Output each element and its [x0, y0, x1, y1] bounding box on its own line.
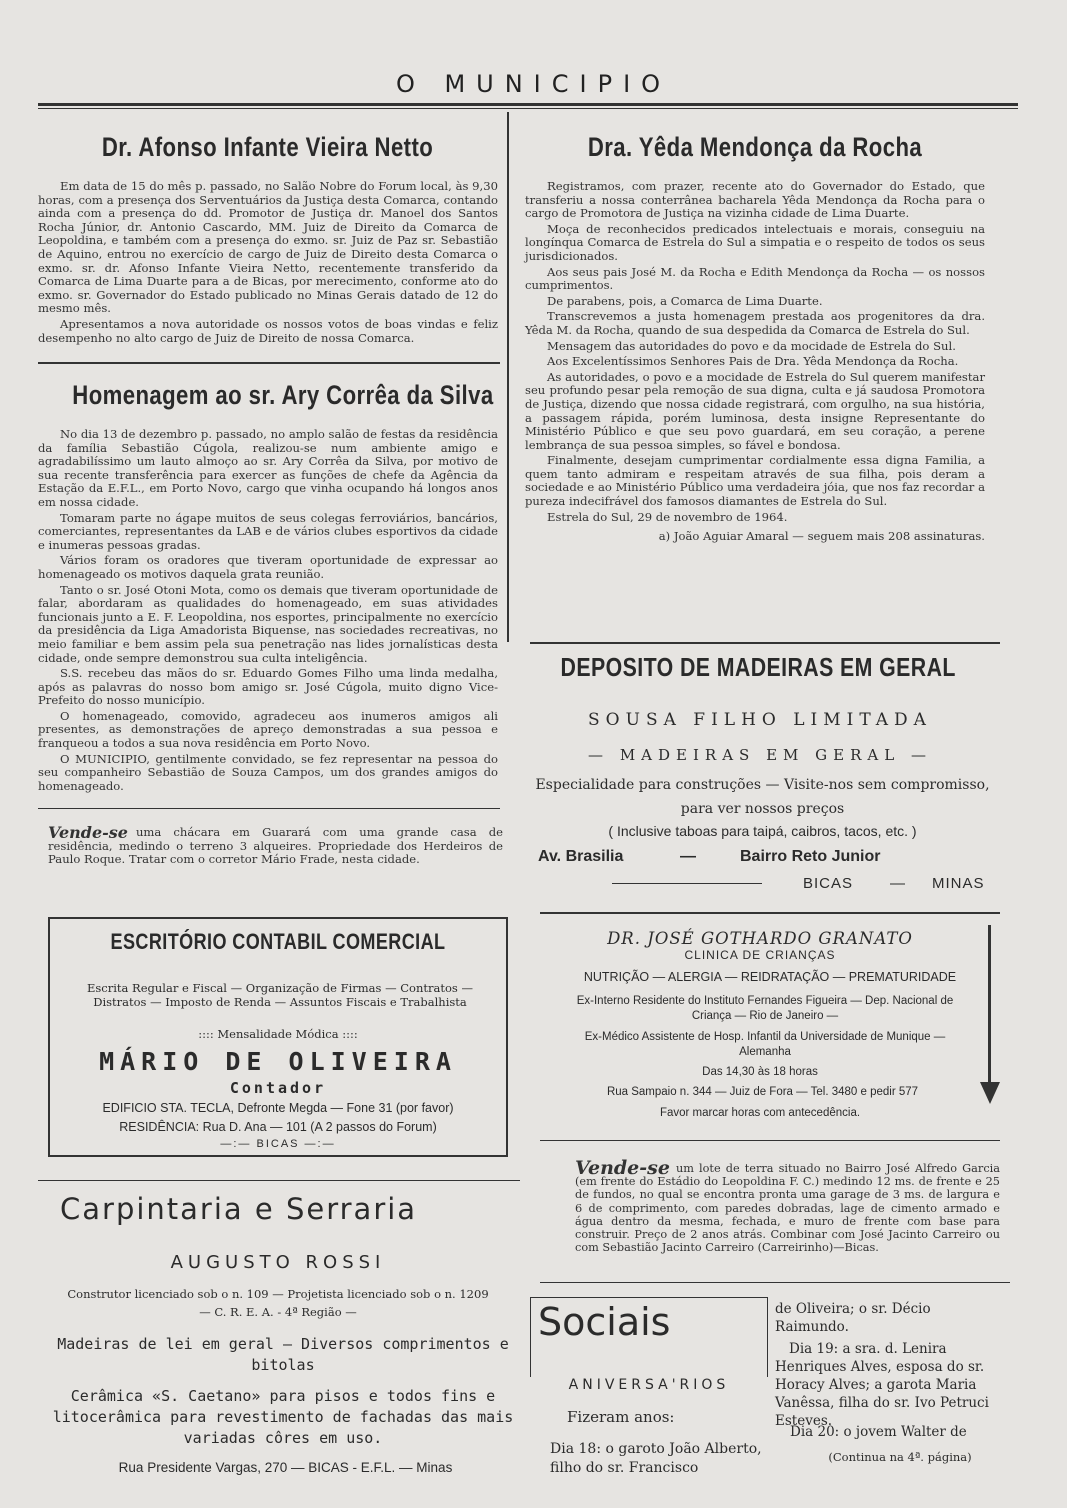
sociais-subtitle: ANIVERSA'RIOS: [568, 1377, 730, 1393]
section-rule: [38, 1180, 520, 1181]
carpintaria-name: AUGUSTO ROSSI: [170, 1252, 386, 1273]
sociais-p3: Dia 19: a sra. d. Lenira Henriques Alves, esposa do sr. Horacy Alves; a garota Maria Vanêssa, filha do sr. Ivo Petruci Esteves.: [775, 1341, 989, 1429]
madeiras-city: BICAS: [803, 875, 854, 892]
sociais-p1: Dia 18: o garoto João Alberto, filho do sr. Francisco: [550, 1441, 762, 1476]
madeiras-underline: [612, 883, 762, 884]
paragraph: As autoridades, o povo e a mocidade de Estrela do Sul querem manifestar seu profundo pesar pela remoção de sua digna, culta e já saudosa Promotora de Justiça, dizendo que nossa cidade registrará, com orgulho, na sua história, a passagem rápida, porém luminosa, desta insigne Representante do Ministério Público e que seu povo guardará, em seu coração, a perene lembrança de sua pessoa simples, so fável e bondosa.: [525, 369, 985, 452]
carpintaria-line1: Construtor licenciado sob o n. 109 — Projetista licenciado sob o n. 1209: [67, 1287, 489, 1301]
classified-lead: Vende-se: [48, 823, 128, 842]
carpintaria-line3: Madeiras de lei em geral — Diversos comprimentos e bitolas: [57, 1335, 509, 1374]
madeiras-line1: Especialidade para construções — Visite-nos sem compromisso, para ver nossos preços: [535, 777, 990, 817]
carpintaria-title: Carpintaria e Serraria: [60, 1192, 418, 1226]
paragraph: Aos seus pais José M. da Rocha e Edith Mendonça da Rocha — os nossos cumprimentos.: [525, 264, 985, 293]
madeiras-line2: ( Inclusive taboas para taipá, caibros, tacos, etc. ): [608, 823, 917, 839]
paragraph: Registramos, com prazer, recente ato do Governador do Estado, que transferiu a nossa conterrânea bacharela Yêda Mendonça da Rocha para o cargo de Promotora de Justiça na vizinha cidade de Lima Duarte.: [525, 179, 985, 221]
granato-specialties: NUTRIÇÃO — ALERGIA — REIDRATAÇÃO — PREMATURIDADE: [583, 970, 957, 984]
granato-note: Favor marcar horas com antecedência.: [659, 1107, 861, 1119]
madeiras-state: MINAS: [932, 875, 985, 892]
paragraph: Tanto o sr. José Otoni Mota, como os demais que tiveram oportunidade de falar, abordaram as qualidades do homenageado, em suas atividades funcionais junto a E. F. Leopoldina, nos esportes, principalmente no exercício da presidência da Liga Amadorista Biquense, nas sociedades recreativas, no meio familiar e bem assim pela sua penetração nas lides jornalísticas desta cidade, onde sempre demonstrou sua culta inteligência.: [38, 582, 498, 665]
sociais-lead: Fizeram anos:: [567, 1408, 675, 1426]
section-rule: [38, 808, 500, 809]
classified-chacara: [48, 823, 503, 869]
classified-body: um lote de terra situado no Bairro José Alfredo Garcia (em frente do Estádio do Leopoldina F. C.) medindo 12 ms. de frente e 25 de fundos, no qual se encontra pronta uma garage de 3 ms. de largura e 6 de comprimento, com paredes dobradas, lage de cimento armado e água dentro da mesma, fechada, e muro de frente com base para construir. Preço de 2 anos atrás. Combinar com José Jacinto Carreiro ou com Sebastião Jacinto Carreiro (Carreirinho)—Bicas.: [575, 1162, 1000, 1255]
section-rule: [530, 642, 1000, 644]
paragraph: Aos Excelentíssimos Senhores Pais de Dra. Yêda Mendonça da Rocha.: [547, 354, 959, 369]
masthead-rule-thin: [38, 108, 1018, 109]
escritorio-title: ESCRITÓRIO CONTABIL COMERCIAL: [110, 929, 446, 954]
granato-name: DR. JOSÉ GOTHARDO GRANATO: [607, 929, 913, 948]
carpintaria-line4: Cerâmica «S. Caetano» para pisos e todos fins e litocerâmica para revestimento de fachadas das mais variadas côres em uso.: [52, 1387, 514, 1447]
article-ary: [38, 428, 498, 795]
escritorio-name: MÁRIO DE OLIVEIRA: [99, 1047, 457, 1076]
paragraph: Tomaram parte no ágape muitos de seus colegas ferroviários, bancários, comerciantes, representantes da LAB e de vários clubes esportivos da cidade e inumeras pessoas gradas.: [38, 510, 498, 552]
granato-clinic: CLINICA DE CRIANÇAS: [684, 948, 836, 962]
madeiras-address-dash: —: [680, 848, 696, 865]
section-rule: [540, 1282, 1010, 1283]
granato-cred2: Ex-Médico Assistente de Hosp. Infantil da Universidade de Munique — Alemanha: [584, 1031, 946, 1058]
granato-address: Rua Sampaio n. 344 — Juiz de Fora — Tel. 3480 e pedir 577: [606, 1086, 919, 1098]
masthead-rule: [38, 103, 1018, 106]
sociais-title: Sociais: [538, 1300, 671, 1344]
paragraph: O MUNICIPIO, gentilmente convidado, se fez representar na pessoa do seu companheiro Sebastião de Souza Campos, um dos grandes amigos do homenageado.: [38, 751, 498, 793]
ad-escritorio: [48, 917, 508, 1157]
escritorio-services: Escrita Regular e Fiscal — Organização de Firmas — Contratos — Distratos — Imposto de Renda — Assuntos Fiscais e Trabalhista: [87, 981, 473, 1009]
granato-hours: Das 14,30 às 18 horas: [702, 1066, 818, 1078]
paragraph: Finalmente, desejam cumprimentar cordialmente essa digna Familia, a quem tanto admiram e respeitam através de sua filha, pois deram a sociedade e ao Ministério Público uma verdadeira jóia, que nos faz recordar a pureza indecifrável dos famosos diamantes de Estrela do Sul.: [525, 453, 985, 509]
classified-body: uma chácara em Guarará com uma grande casa de residência, medindo o terreno 3 alqueires. Propriedade dos Herdeiros de Paulo Roque. Tratar com o corretor Mário Frade, nesta cidade.: [48, 825, 503, 867]
paragraph: De parabens, pois, a Comarca de Lima Duarte.: [547, 293, 823, 308]
madeiras-address-street: Av. Brasilia: [538, 848, 624, 865]
paragraph: Mensagem das autoridades do povo e da mocidade de Estrela do Sul.: [547, 338, 956, 353]
madeiras-title: DEPOSITO DE MADEIRAS EM GERAL: [560, 652, 956, 682]
paragraph: Em data de 15 do mês p. passado, no Salão Nobre do Forum local, às 9,30 horas, com a presença dos Serventuários da Justiça desta Comarca, contando ainda com a presença do dd. Promotor de Justiça dr. Manoel dos Santos Rocha Júnior, dr. Antonio Cascardo, MM. Juiz de Direito da Comarca de Leopoldina, e também com a presença do exmo. sr. Juiz de Paz sr. Sebastião de Aquino, entrou no exercício de cargo de Juiz de Direito desta Comarca o exmo. sr. dr. Afonso Infante Vieira Netto, recentemente transferido da Comarca de Lima Duarte para a de Bicas, por merecimento, conforme ato do exmo. sr. Governador do Estado publicado no Minas Gerais datado de 12 do mesmo mês.: [38, 179, 498, 316]
arrow-down-icon: [980, 1082, 1000, 1104]
madeiras-tag: — MADEIRAS EM GERAL —: [588, 746, 932, 764]
carpintaria-line5: Rua Presidente Vargas, 270 — BICAS - E.F.L. — Minas: [118, 1460, 453, 1475]
madeiras-city-dash: —: [890, 875, 905, 892]
paragraph: Apresentamos a nova autoridade os nossos votos de boas vindas e feliz desempenho no alto cargo de Juiz de Direito de nossa Comarca.: [38, 316, 498, 345]
escritorio-role: Contador: [229, 1079, 327, 1097]
signature: a) João Aguiar Amaral — seguem mais 208 assinaturas.: [658, 529, 985, 544]
classified-lead: Vende-se: [575, 1157, 670, 1179]
sociais-continued: (Continua na 4ª. página): [828, 1450, 972, 1464]
section-rule: [540, 1140, 1000, 1141]
paragraph: O homenageado, comovido, agradeceu aos inumeros amigos ali presentes, as demonstrações de apreço demonstradas a sua pessoa e franqueou a todos a sua nova residência em Porto Novo.: [38, 708, 498, 751]
sociais-p2: de Oliveira; o sr. Décio Raimundo.: [775, 1301, 931, 1335]
madeiras-address-bairro: Bairro Reto Junior: [740, 848, 881, 865]
column-divider: [507, 112, 509, 642]
headline-ary: Homenagem ao sr. Ary Corrêa da Silva: [72, 380, 494, 410]
carpintaria-line2: — C. R. E. A. - 4ª Região —: [199, 1305, 357, 1319]
headline-afonso: Dr. Afonso Infante Vieira Netto: [101, 132, 434, 162]
article-yeda: [525, 180, 985, 546]
article-afonso: [38, 180, 498, 347]
paragraph: No dia 13 de dezembro p. passado, no amplo salão de festas da residência da família Sebastião Cúgola, realizou-se num ambiente amigo e agradabilíssimo um lauto almoço ao sr. Ary Corrêa da Silva, por motivo de sua recente transferência para exercer as funções de chefe da Agência da Estação da E.F.L., em Porto Novo, cargo que vinha ocupando há longos anos em nossa cidade.: [38, 427, 498, 509]
section-rule: [540, 912, 1000, 914]
granato-cred1: Ex-Interno Residente do Instituto Fernandes Figueira — Dep. Nacional de Criança — Rio de Janeiro —: [576, 995, 954, 1022]
escritorio-fee: :::: Mensalidade Módica ::::: [198, 1027, 358, 1041]
masthead: O MUNICIPIO: [395, 70, 672, 98]
paragraph: Estrela do Sul, 29 de novembro de 1964.: [547, 509, 788, 524]
paragraph: S.S. recebeu das mãos do sr. Eduardo Gomes Filho uma linda medalha, após as palavras do nosso bom amigo sr. José Cúgola, muito digno Vice-Prefeito do nosso município.: [38, 666, 498, 708]
escritorio-address1: EDIFICIO STA. TECLA, Defronte Megda — Fone 31 (por favor): [102, 1101, 454, 1115]
section-rule: [38, 362, 500, 364]
classified-text: [575, 1157, 1000, 1255]
paragraph: Transcrevemos a justa homenagem prestada aos progenitores da dra. Yêda M. da Rocha, quando de sua despedida da Comarca de Estrela do Sul.: [525, 309, 985, 337]
classified-lote: [575, 1157, 1000, 1256]
headline-yeda: Dra. Yêda Mendonça da Rocha: [587, 132, 923, 162]
escritorio-city: —:— BICAS —:—: [220, 1138, 336, 1150]
madeiras-company: SOUSA FILHO LIMITADA: [588, 710, 932, 730]
sociais-p4: Dia 20: o jovem Walter de: [790, 1424, 967, 1440]
paragraph: Moça de reconhecidos predicados intelectuais e morais, conseguiu na longínqua Comarca de Estrela do Sul a simpatia e o respeito de todos os seus jurisdicionados.: [525, 221, 985, 263]
granato-arrow-shaft: [988, 925, 991, 1085]
paragraph: Vários foram os oradores que tiveram oportunidade de expressar ao homenageado os motivos daquela grata reunião.: [38, 553, 498, 581]
escritorio-address2: RESIDÊNCIA: Rua D. Ana — 101 (A 2 passos do Forum): [119, 1120, 437, 1134]
classified-text: [48, 823, 503, 867]
